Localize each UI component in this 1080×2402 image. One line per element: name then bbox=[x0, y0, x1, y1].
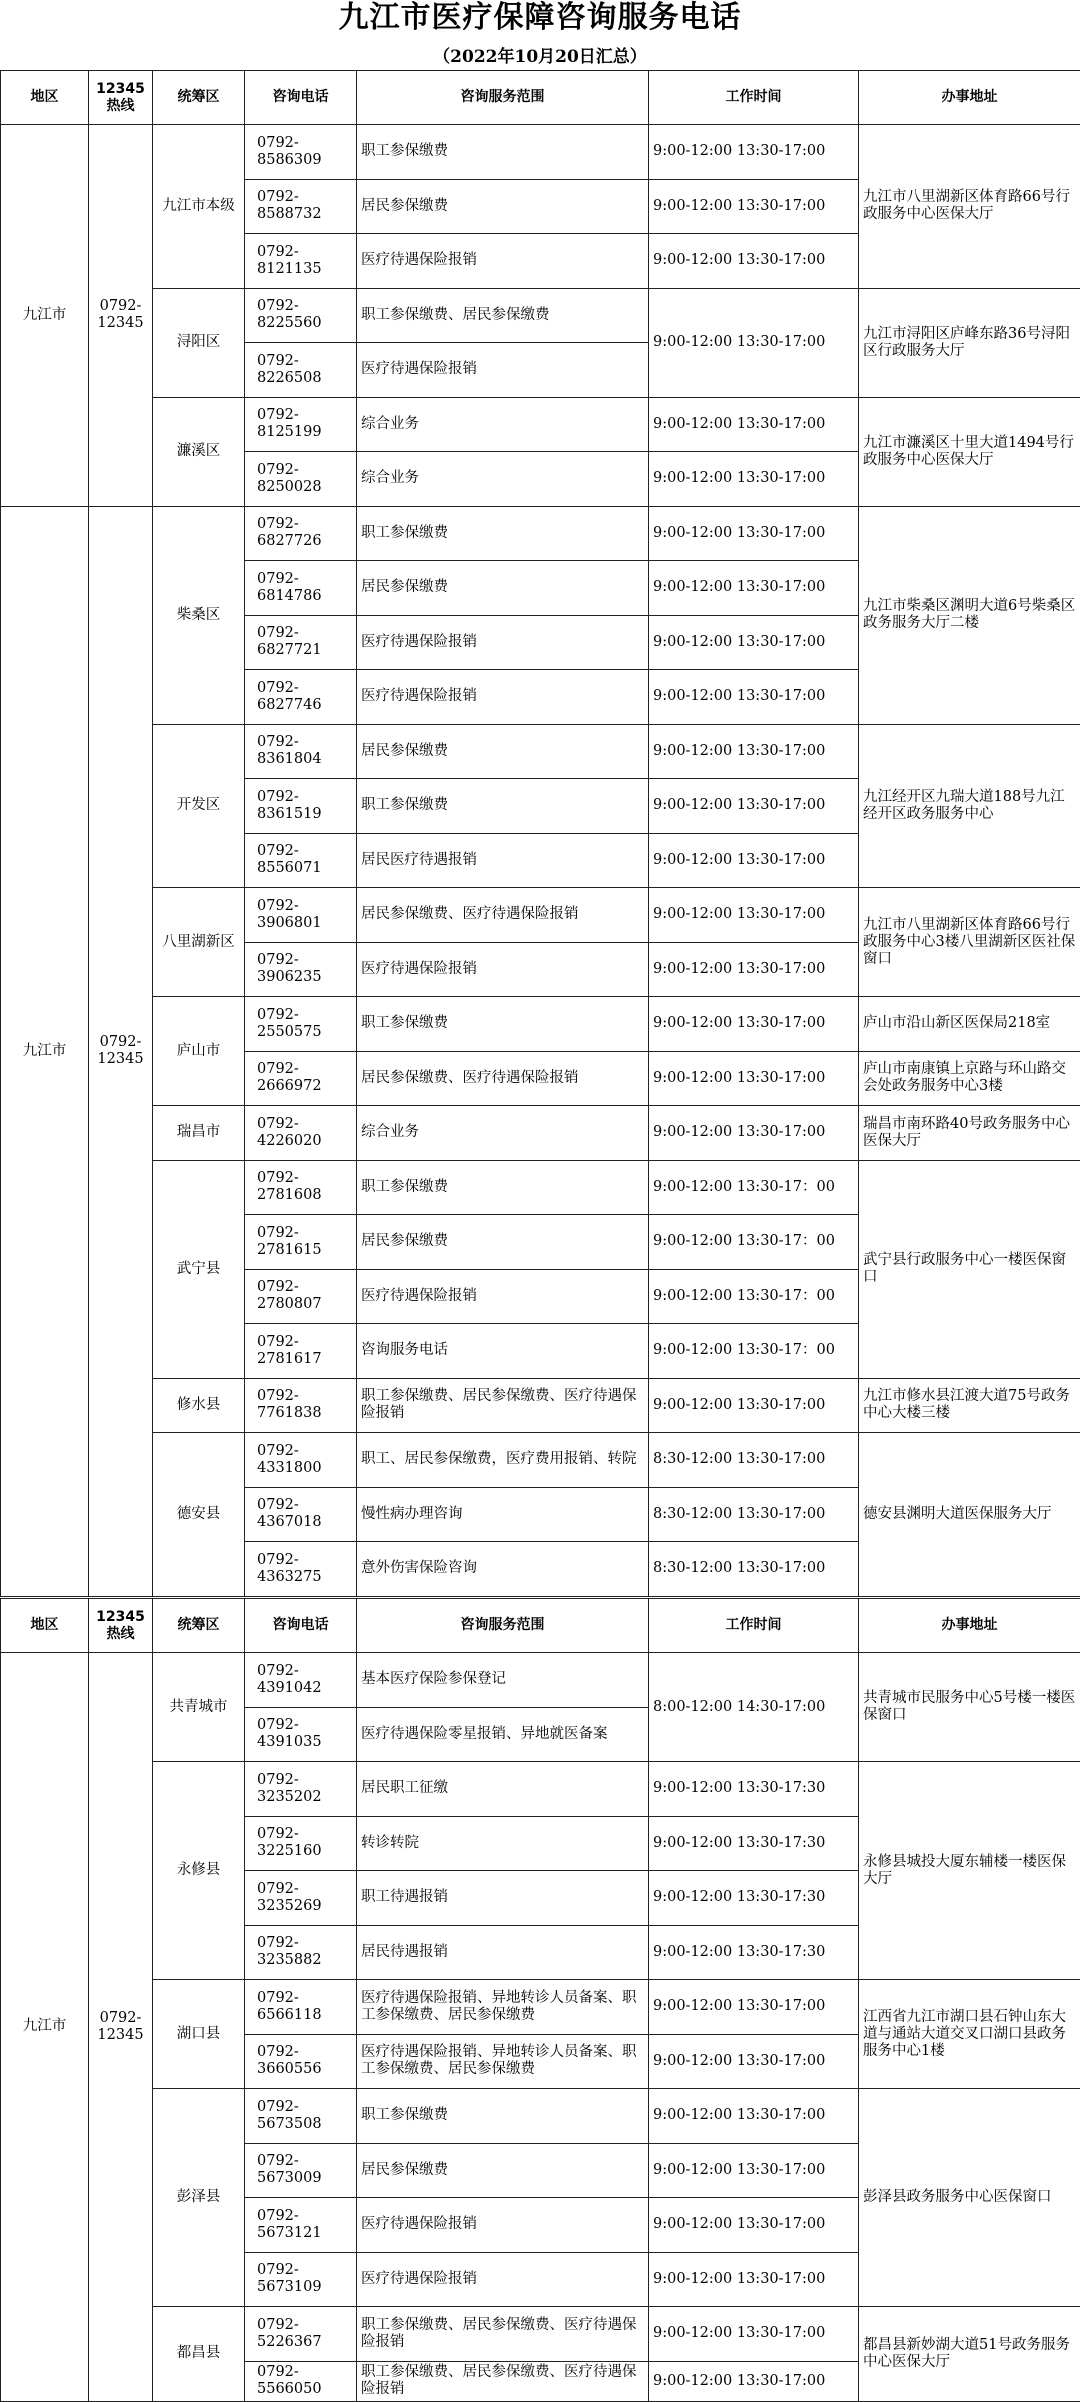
phone-cell: 0792-4363275 bbox=[245, 1542, 357, 1597]
scope-cell: 综合业务 bbox=[357, 397, 649, 452]
scope-cell: 医疗待遇保险报销 bbox=[357, 615, 649, 670]
time-cell: 9:00-12:00 13:30-17:00 bbox=[649, 997, 859, 1052]
page-subtitle: （2022年10月20日汇总） bbox=[0, 46, 1080, 68]
time-cell: 9:00-12:00 13:30-17:30 bbox=[649, 1816, 859, 1871]
address-cell: 九江市浔阳区庐峰东路36号浔阳区行政服务大厅 bbox=[859, 288, 1080, 397]
phone-cell: 0792-3235882 bbox=[245, 1925, 357, 1980]
address-cell: 都昌县新妙湖大道51号政务服务中心医保大厅 bbox=[859, 2307, 1080, 2402]
address-cell: 永修县城投大厦东辅楼一楼医保大厅 bbox=[859, 1762, 1080, 1980]
phone-cell: 0792-3235202 bbox=[245, 1762, 357, 1817]
time-cell: 9:00-12:00 13:30-17:00 bbox=[649, 615, 859, 670]
scope-cell: 职工参保缴费 bbox=[357, 506, 649, 561]
scope-cell: 综合业务 bbox=[357, 452, 649, 507]
table-row bbox=[1, 1433, 1080, 1488]
phone-cell: 0792-5673009 bbox=[245, 2143, 357, 2198]
district-cell: 修水县 bbox=[153, 1378, 245, 1433]
district-cell: 八里湖新区 bbox=[153, 888, 245, 997]
scope-cell: 医疗待遇保险报销、异地转诊人员备案、职工参保缴费、居民参保缴费 bbox=[357, 2034, 649, 2089]
address-cell: 武宁县行政服务中心一楼医保窗口 bbox=[859, 1160, 1080, 1378]
phone-cell: 0792-4391042 bbox=[245, 1653, 357, 1708]
table-row bbox=[1, 724, 1080, 779]
scope-cell: 居民参保缴费、医疗待遇保险报销 bbox=[357, 888, 649, 943]
table-row bbox=[1, 1653, 1080, 1708]
scope-cell: 职工参保缴费、居民参保缴费、医疗待遇保险报销 bbox=[357, 1378, 649, 1433]
phone-cell: 0792-5673109 bbox=[245, 2252, 357, 2307]
time-cell: 9:00-12:00 13:30-17:00 bbox=[649, 452, 859, 507]
phone-cell: 0792-3660556 bbox=[245, 2034, 357, 2089]
address-cell: 瑞昌市南环路40号政务服务中心医保大厅 bbox=[859, 1106, 1080, 1161]
phone-cell: 0792-4367018 bbox=[245, 1487, 357, 1542]
scope-cell: 居民职工征缴 bbox=[357, 1762, 649, 1817]
address-cell: 九江市修水县江渡大道75号政务中心大楼三楼 bbox=[859, 1378, 1080, 1433]
scope-cell: 职工参保缴费 bbox=[357, 997, 649, 1052]
time-cell: 9:00-12:00 13:30-17:00 bbox=[649, 2198, 859, 2253]
address-cell: 共青城市民服务中心5号楼一楼医保窗口 bbox=[859, 1653, 1080, 1762]
header-address: 办事地址 bbox=[859, 71, 1080, 125]
scope-cell: 医疗待遇保险零星报销、异地就医备案 bbox=[357, 1707, 649, 1762]
phone-cell: 0792-2666972 bbox=[245, 1051, 357, 1106]
district-cell: 庐山市 bbox=[153, 997, 245, 1106]
phone-cell: 0792-6827726 bbox=[245, 506, 357, 561]
table-row bbox=[1, 1106, 1080, 1161]
phone-cell: 0792-8121135 bbox=[245, 234, 357, 289]
scope-cell: 医疗待遇保险报销 bbox=[357, 234, 649, 289]
address-cell: 九江市柴桑区渊明大道6号柴桑区政务服务大厅二楼 bbox=[859, 506, 1080, 724]
scope-cell: 居民参保缴费 bbox=[357, 561, 649, 616]
header-hotline: 12345热线 bbox=[89, 1599, 153, 1653]
table-row bbox=[1, 2307, 1080, 2362]
scope-cell: 医疗待遇保险报销 bbox=[357, 1269, 649, 1324]
time-cell: 9:00-12:00 13:30-17:00 bbox=[649, 1051, 859, 1106]
time-cell: 9:00-12:00 13:30-17:00 bbox=[649, 2361, 859, 2401]
phone-cell: 0792-5673508 bbox=[245, 2089, 357, 2144]
hotline-cell: 0792-12345 bbox=[89, 125, 153, 507]
scope-cell: 意外伤害保险咨询 bbox=[357, 1542, 649, 1597]
time-cell: 9:00-12:00 13:30-17：00 bbox=[649, 1160, 859, 1215]
table-row bbox=[1, 997, 1080, 1052]
header-time: 工作时间 bbox=[649, 71, 859, 125]
header-district: 统筹区 bbox=[153, 71, 245, 125]
table-header-row bbox=[1, 1599, 1080, 1653]
scope-cell: 职工参保缴费、居民参保缴费 bbox=[357, 288, 649, 343]
phone-cell: 0792-4331800 bbox=[245, 1433, 357, 1488]
time-cell: 9:00-12:00 13:30-17:30 bbox=[649, 1762, 859, 1817]
phone-cell: 0792-8361804 bbox=[245, 724, 357, 779]
time-cell: 9:00-12:00 13:30-17：00 bbox=[649, 1215, 859, 1270]
phone-cell: 0792-2781608 bbox=[245, 1160, 357, 1215]
phone-cell: 0792-5226367 bbox=[245, 2307, 357, 2362]
time-cell: 9:00-12:00 13:30-17:00 bbox=[649, 506, 859, 561]
phone-cell: 0792-3906235 bbox=[245, 942, 357, 997]
scope-cell: 职工参保缴费 bbox=[357, 2089, 649, 2144]
phone-cell: 0792-4226020 bbox=[245, 1106, 357, 1161]
phone-cell: 0792-3225160 bbox=[245, 1816, 357, 1871]
time-cell: 9:00-12:00 13:30-17:00 bbox=[649, 2089, 859, 2144]
table-header-row bbox=[1, 71, 1080, 125]
time-cell: 9:00-12:00 13:30-17:00 bbox=[649, 888, 859, 943]
table-row bbox=[1, 1762, 1080, 1817]
header-address: 办事地址 bbox=[859, 1599, 1080, 1653]
consult-table-part-1 bbox=[0, 70, 1080, 1597]
scope-cell: 居民参保缴费 bbox=[357, 179, 649, 234]
time-cell: 9:00-12:00 13:30-17:00 bbox=[649, 833, 859, 888]
district-cell: 都昌县 bbox=[153, 2307, 245, 2402]
district-cell: 武宁县 bbox=[153, 1160, 245, 1378]
header-phone: 咨询电话 bbox=[245, 1599, 357, 1653]
scope-cell: 医疗待遇保险报销 bbox=[357, 942, 649, 997]
time-cell: 9:00-12:00 13:30-17:00 bbox=[649, 724, 859, 779]
scope-cell: 职工参保缴费 bbox=[357, 779, 649, 834]
phone-cell: 0792-6827721 bbox=[245, 615, 357, 670]
table-row bbox=[1, 506, 1080, 561]
phone-cell: 0792-2781615 bbox=[245, 1215, 357, 1270]
district-cell: 柴桑区 bbox=[153, 506, 245, 724]
phone-cell: 0792-7761838 bbox=[245, 1378, 357, 1433]
table-row bbox=[1, 1378, 1080, 1433]
header-phone: 咨询电话 bbox=[245, 71, 357, 125]
address-cell: 庐山市沿山新区医保局218室 bbox=[859, 997, 1080, 1052]
time-cell: 9:00-12:00 13:30-17:00 bbox=[649, 1378, 859, 1433]
time-cell: 9:00-12:00 13:30-17:00 bbox=[649, 288, 859, 397]
phone-cell: 0792-6814786 bbox=[245, 561, 357, 616]
scope-cell: 职工参保缴费、居民参保缴费、医疗待遇保险报销 bbox=[357, 2307, 649, 2362]
time-cell: 9:00-12:00 13:30-17:00 bbox=[649, 397, 859, 452]
time-cell: 9:00-12:00 13:30-17:00 bbox=[649, 670, 859, 725]
header-scope: 咨询服务范围 bbox=[357, 1599, 649, 1653]
phone-cell: 0792-2781617 bbox=[245, 1324, 357, 1379]
region-cell: 九江市 bbox=[1, 506, 89, 1596]
time-cell: 9:00-12:00 13:30-17:00 bbox=[649, 2143, 859, 2198]
table-row bbox=[1, 888, 1080, 943]
time-cell: 9:00-12:00 13:30-17:00 bbox=[649, 1980, 859, 2035]
scope-cell: 职工待遇报销 bbox=[357, 1871, 649, 1926]
district-cell: 濂溪区 bbox=[153, 397, 245, 506]
phone-cell: 0792-8556071 bbox=[245, 833, 357, 888]
scope-cell: 医疗待遇保险报销、异地转诊人员备案、职工参保缴费、居民参保缴费 bbox=[357, 1980, 649, 2035]
time-cell: 9:00-12:00 13:30-17:30 bbox=[649, 1925, 859, 1980]
phone-cell: 0792-8586309 bbox=[245, 125, 357, 180]
phone-cell: 0792-8125199 bbox=[245, 397, 357, 452]
district-cell: 共青城市 bbox=[153, 1653, 245, 1762]
header-region: 地区 bbox=[1, 71, 89, 125]
phone-cell: 0792-6827746 bbox=[245, 670, 357, 725]
address-cell: 彭泽县政务服务中心医保窗口 bbox=[859, 2089, 1080, 2307]
time-cell: 8:30-12:00 13:30-17:00 bbox=[649, 1487, 859, 1542]
scope-cell: 职工参保缴费、居民参保缴费、医疗待遇保险报销 bbox=[357, 2361, 649, 2401]
time-cell: 9:00-12:00 13:30-17:00 bbox=[649, 779, 859, 834]
table-row bbox=[1, 1160, 1080, 1215]
time-cell: 9:00-12:00 13:30-17:00 bbox=[649, 1106, 859, 1161]
time-cell: 9:00-12:00 13:30-17:00 bbox=[649, 179, 859, 234]
district-cell: 彭泽县 bbox=[153, 2089, 245, 2307]
phone-cell: 0792-6566118 bbox=[245, 1980, 357, 2035]
district-cell: 德安县 bbox=[153, 1433, 245, 1597]
scope-cell: 居民参保缴费 bbox=[357, 1215, 649, 1270]
phone-cell: 0792-8225560 bbox=[245, 288, 357, 343]
time-cell: 8:30-12:00 13:30-17:00 bbox=[649, 1433, 859, 1488]
phone-cell: 0792-8226508 bbox=[245, 343, 357, 398]
scope-cell: 医疗待遇保险报销 bbox=[357, 343, 649, 398]
phone-cell: 0792-2780807 bbox=[245, 1269, 357, 1324]
address-cell: 庐山市南康镇上京路与环山路交会处政务服务中心3楼 bbox=[859, 1051, 1080, 1106]
district-cell: 浔阳区 bbox=[153, 288, 245, 397]
page-title: 九江市医疗保障咨询服务电话 bbox=[0, 0, 1080, 36]
region-cell: 九江市 bbox=[1, 125, 89, 507]
phone-cell: 0792-8361519 bbox=[245, 779, 357, 834]
address-cell: 九江经开区九瑞大道188号九江经开区政务服务中心 bbox=[859, 724, 1080, 888]
table-row bbox=[1, 1980, 1080, 2035]
address-cell: 九江市八里湖新区体育路66号行政服务中心3楼八里湖新区医社保窗口 bbox=[859, 888, 1080, 997]
header-scope: 咨询服务范围 bbox=[357, 71, 649, 125]
scope-cell: 基本医疗保险参保登记 bbox=[357, 1653, 649, 1708]
scope-cell: 居民参保缴费、医疗待遇保险报销 bbox=[357, 1051, 649, 1106]
time-cell: 9:00-12:00 13:30-17：00 bbox=[649, 1324, 859, 1379]
header-hotline: 12345热线 bbox=[89, 71, 153, 125]
scope-cell: 职工参保缴费 bbox=[357, 125, 649, 180]
phone-cell: 0792-4391035 bbox=[245, 1707, 357, 1762]
phone-cell: 0792-5566050 bbox=[245, 2361, 357, 2401]
region-cell: 九江市 bbox=[1, 1653, 89, 2402]
time-cell: 9:00-12:00 13:30-17:00 bbox=[649, 561, 859, 616]
scope-cell: 医疗待遇保险报销 bbox=[357, 2198, 649, 2253]
scope-cell: 综合业务 bbox=[357, 1106, 649, 1161]
scope-cell: 咨询服务电话 bbox=[357, 1324, 649, 1379]
hotline-cell: 0792-12345 bbox=[89, 1653, 153, 2402]
phone-cell: 0792-2550575 bbox=[245, 997, 357, 1052]
phone-cell: 0792-8250028 bbox=[245, 452, 357, 507]
phone-cell: 0792-3906801 bbox=[245, 888, 357, 943]
table-row bbox=[1, 288, 1080, 343]
phone-cell: 0792-3235269 bbox=[245, 1871, 357, 1926]
district-cell: 永修县 bbox=[153, 1762, 245, 1980]
time-cell: 9:00-12:00 13:30-17:00 bbox=[649, 125, 859, 180]
phone-cell: 0792-8588732 bbox=[245, 179, 357, 234]
address-cell: 九江市濂溪区十里大道1494号行政服务中心医保大厅 bbox=[859, 397, 1080, 506]
time-cell: 8:30-12:00 13:30-17:00 bbox=[649, 1542, 859, 1597]
time-cell: 9:00-12:00 13:30-17:00 bbox=[649, 2034, 859, 2089]
address-cell: 江西省九江市湖口县石钟山东大道与通站大道交叉口湖口县政务服务中心1楼 bbox=[859, 1980, 1080, 2089]
district-cell: 开发区 bbox=[153, 724, 245, 888]
time-cell: 8:00-12:00 14:30-17:00 bbox=[649, 1653, 859, 1762]
scope-cell: 医疗待遇保险报销 bbox=[357, 2252, 649, 2307]
header-region: 地区 bbox=[1, 1599, 89, 1653]
scope-cell: 职工参保缴费 bbox=[357, 1160, 649, 1215]
table-row bbox=[1, 397, 1080, 452]
time-cell: 9:00-12:00 13:30-17:00 bbox=[649, 234, 859, 289]
consult-table-part-2 bbox=[0, 1598, 1080, 2402]
time-cell: 9:00-12:00 13:30-17:00 bbox=[649, 942, 859, 997]
scope-cell: 职工、居民参保缴费，医疗费用报销、转院 bbox=[357, 1433, 649, 1488]
table-row bbox=[1, 2089, 1080, 2144]
scope-cell: 居民待遇报销 bbox=[357, 1925, 649, 1980]
time-cell: 9:00-12:00 13:30-17：00 bbox=[649, 1269, 859, 1324]
time-cell: 9:00-12:00 13:30-17:00 bbox=[649, 2252, 859, 2307]
header-time: 工作时间 bbox=[649, 1599, 859, 1653]
scope-cell: 医疗待遇保险报销 bbox=[357, 670, 649, 725]
scope-cell: 转诊转院 bbox=[357, 1816, 649, 1871]
time-cell: 9:00-12:00 13:30-17:00 bbox=[649, 2307, 859, 2362]
scope-cell: 居民参保缴费 bbox=[357, 2143, 649, 2198]
district-cell: 瑞昌市 bbox=[153, 1106, 245, 1161]
address-cell: 九江市八里湖新区体育路66号行政服务中心医保大厅 bbox=[859, 125, 1080, 289]
hotline-cell: 0792-12345 bbox=[89, 506, 153, 1596]
district-cell: 九江市本级 bbox=[153, 125, 245, 289]
header-district: 统筹区 bbox=[153, 1599, 245, 1653]
address-cell: 德安县渊明大道医保服务大厅 bbox=[859, 1433, 1080, 1597]
scope-cell: 慢性病办理咨询 bbox=[357, 1487, 649, 1542]
phone-cell: 0792-5673121 bbox=[245, 2198, 357, 2253]
time-cell: 9:00-12:00 13:30-17:30 bbox=[649, 1871, 859, 1926]
district-cell: 湖口县 bbox=[153, 1980, 245, 2089]
scope-cell: 居民参保缴费 bbox=[357, 724, 649, 779]
table-row bbox=[1, 125, 1080, 180]
scope-cell: 居民医疗待遇报销 bbox=[357, 833, 649, 888]
